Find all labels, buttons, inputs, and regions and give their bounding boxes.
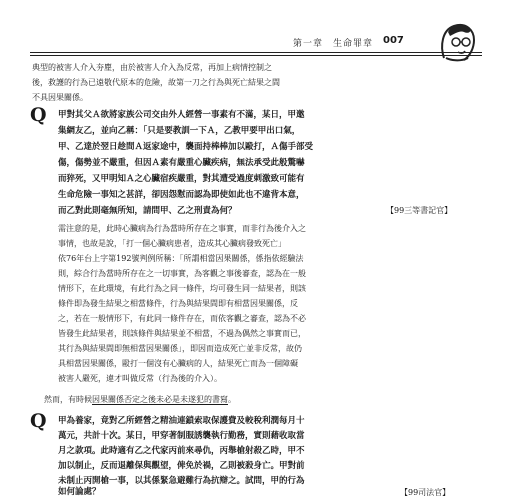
intro-line: 典型的被害人介入夯塵，由於被害人介入為反常，再加上病情控制之 (32, 63, 272, 72)
question-line: 未制止丙開槍一事，以其係緊急避難行為抗辯之。試問，甲的行為 (58, 476, 305, 486)
note-prefix: 然而，有時候 (44, 395, 92, 404)
answer-line: 條件即為發生結果之相當條件，行為與結果間即有相當因果關係，反 (58, 299, 298, 308)
answer-line: 其行為與結果間即無相當因果關係」，即因而造成死亡並非反常，故仍 (58, 344, 302, 353)
answer-line: 依76年台上字第192號判例所稱：「所謂相當因果關係，係指依經驗法 (58, 254, 304, 263)
intro-line: 後，救護的行為已遠敬代原本的危險，故第一刀之行為與死亡結果之間 (32, 78, 280, 87)
question-line: 傷，傷勢並不嚴重，但因Ａ素有嚴重心臟疾病，無法承受此般驚嚇 (58, 158, 305, 168)
answer-line: 需注意的是，此時心臟病為行為當時所存在之事實，而非行為後介入之 (58, 224, 306, 233)
note-emphasis: 因果關係否定之後未必是未遂犯的書寫 (92, 395, 228, 404)
answer-line: 則，綜合行為當時所存在之一切事實，為客觀之事後審查，認為在一般 (58, 269, 306, 278)
author-portrait-icon (434, 18, 480, 62)
question-line: 生命危險一事知之甚詳，卻因怨懟而認為即使如此也不違背本意， (58, 190, 305, 200)
page-number: 007 (383, 35, 404, 46)
header-rule (30, 52, 482, 53)
chapter-title: 第一章 生命罪章 (293, 39, 374, 49)
answer-line: 具相當因果關係，毆打一個沒有心臟病的人，結果死亡而為一個障礙 (58, 359, 298, 368)
answer-line: 事情，也故是說，「打一個心臟病患者，造成其心臟病發致死亡」 (58, 239, 286, 248)
note-suffix: 。 (228, 395, 236, 404)
question-line: 如何論處？ (58, 487, 101, 497)
answer-line: 被害人嚴死，違才叫做反常（行為後的介入）。 (58, 374, 222, 383)
question-line: 甲為養家，竟對乙所經營之精油連鎖索取保護費及較稅利潤每月十 (58, 416, 305, 426)
question-line: 集網友乙，並向乙稱：「只是要教訓一下Ａ，乙教甲要甲出口氣， (58, 126, 301, 136)
question-line: 而猝死，又甲明知Ａ之心臟宿疾嚴重，對其遭受過度刺激致可能有 (58, 174, 305, 184)
intro-line: 不具因果關係。 (32, 93, 88, 102)
note-line (44, 392, 484, 407)
question-marker-icon: Q (30, 410, 47, 432)
question-line: 加以制止，反而退離保與觀望，俾免於禍，乙則被殺身亡。甲對前 (58, 461, 305, 471)
answer-line: 皆發生此結果者，則該條件與結果並不相當，不過為偶然之事實而已， (58, 329, 306, 338)
header-rule-thin (30, 55, 482, 56)
question-marker-icon: Q (30, 104, 47, 126)
question-line: 萬元，共計十次。某日，甲穿著制服誘襲執行勤務，實則藉收取當 (58, 431, 305, 441)
question-line: 甲對其父Ａ欲將家族公司交由外人經營一事素有不滿，某日，甲邀 (58, 110, 305, 120)
question-line: 而乙對此則毫無所知，請問甲、乙之刑責為何？ (58, 206, 237, 216)
answer-line: 之，若在一般情形下，有此同一條件存在，而依客觀之審查，認為不必 (58, 314, 306, 323)
question-source: 【99司法官】 (400, 488, 451, 497)
question-line: 月之款項。此時適有乙之代家丙前來尋仇，丙舉槍射殺乙時，甲不 (58, 446, 305, 456)
question-line: 甲、乙達於翌日趁間Ａ返家途中，襲面持棒棒加以毆打，Ａ傷手部受 (58, 142, 314, 152)
question-source: 【99三等書記官】 (386, 206, 453, 215)
answer-line: 情形下，在此環境，有此行為之同一條件，均可發生同一結果者，則該 (58, 284, 306, 293)
